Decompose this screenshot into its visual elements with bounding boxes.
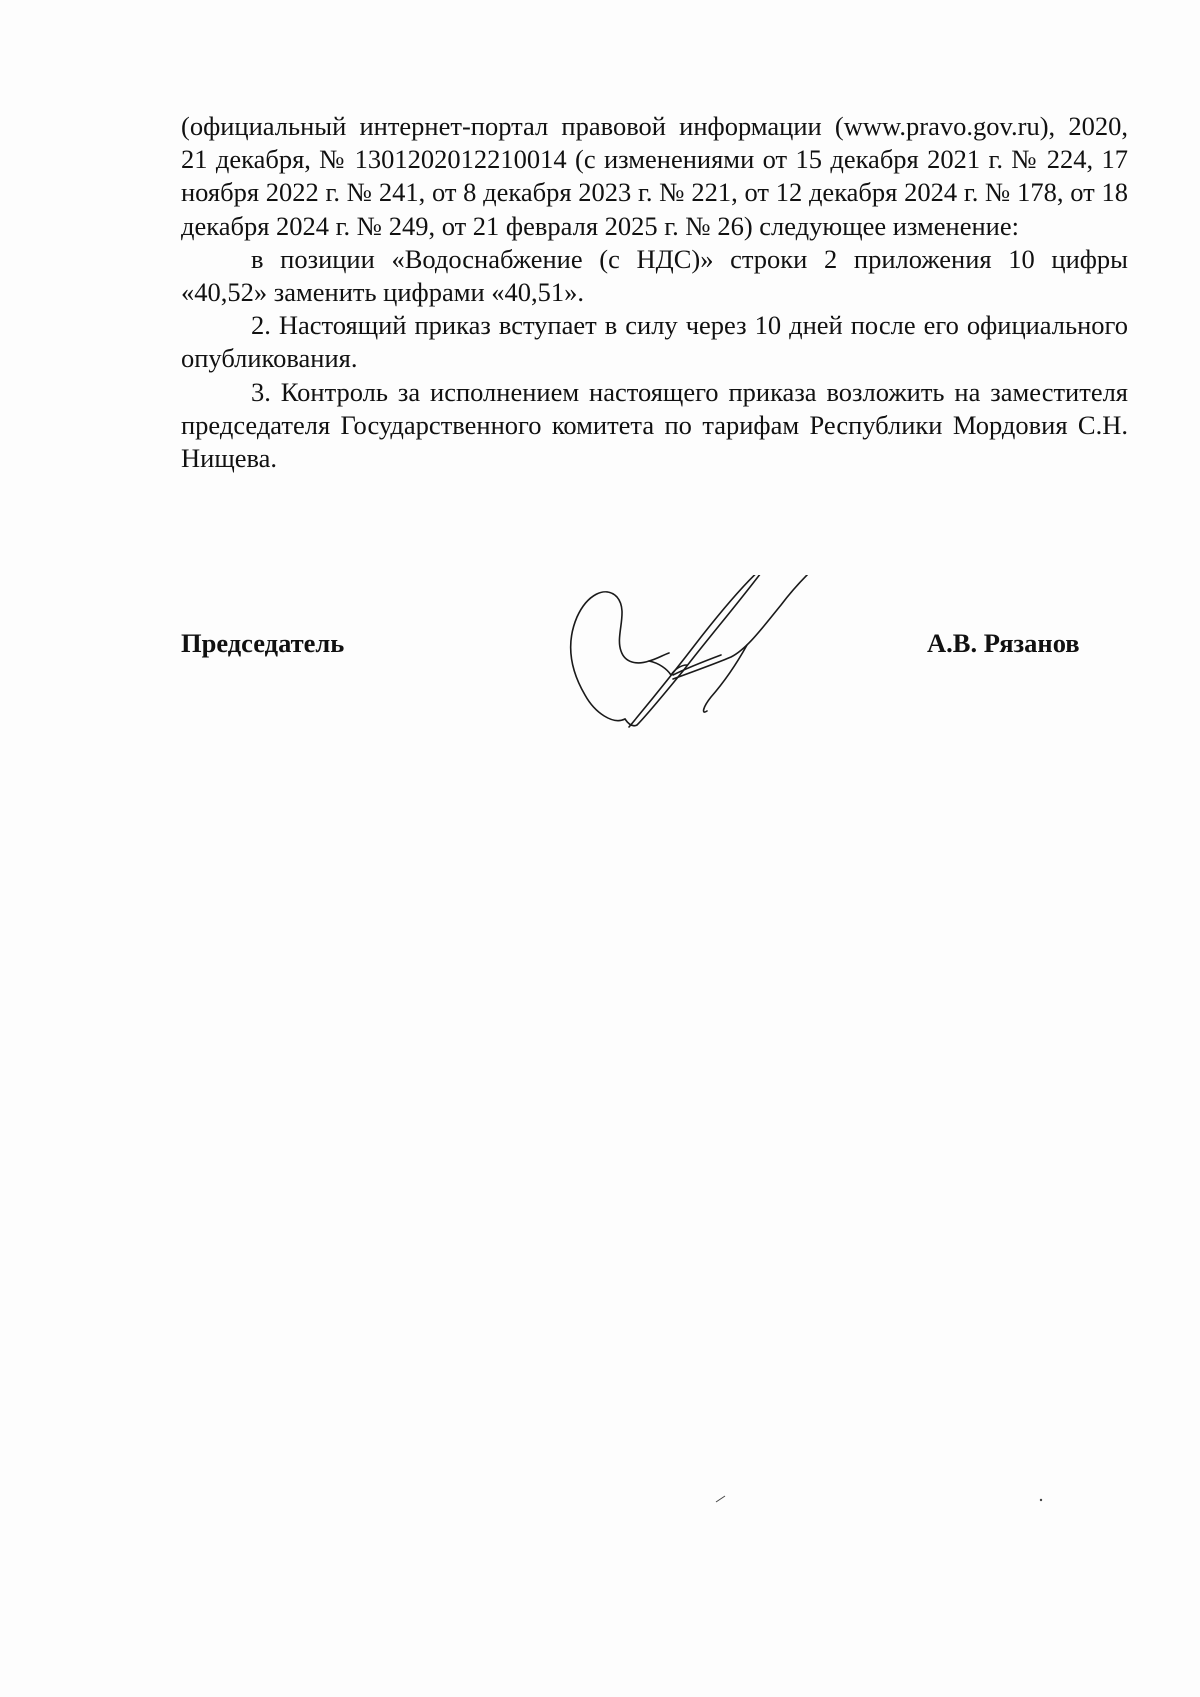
signature-block xyxy=(181,628,1128,668)
scan-speck xyxy=(714,1494,728,1504)
paragraph-item-2: 2. Настоящий приказ вступает в силу через 10 дней после его официального опубликования. xyxy=(181,310,1128,374)
paragraph-publication-reference: (официальный интернет-портал правовой информации (www.pravo.gov.ru), 2020, 21 декабря, № 1301202012210014 (с изменениями от 15 декабря 2021 г. № 224, 17 ноября 2022 г. № 241, от 8 декабря 2023 г. № 221, от 12 декабря 2024 г. № 178, от 18 декабря 2024 г. № 249, от 21 февраля 2025 г. № 26) следующее изменение: xyxy=(181,111,1128,241)
paragraph-item-3: 3. Контроль за исполнением настоящего приказа возложить на заместителя председателя Государственного комитета по тарифам Республики Мордовия С.Н. Нищева. xyxy=(181,376,1128,474)
scan-speck xyxy=(1038,1497,1044,1503)
document-body xyxy=(181,110,1128,475)
signatory-name: А.В. Рязанов xyxy=(927,628,1080,658)
handwritten-signature xyxy=(525,575,855,775)
signatory-position: Председатель xyxy=(181,628,345,658)
paragraph-amendment: в позиции «Водоснабжение (с НДС)» строки 2 приложения 10 цифры «40,52» заменить цифрами «40,51». xyxy=(181,243,1128,308)
